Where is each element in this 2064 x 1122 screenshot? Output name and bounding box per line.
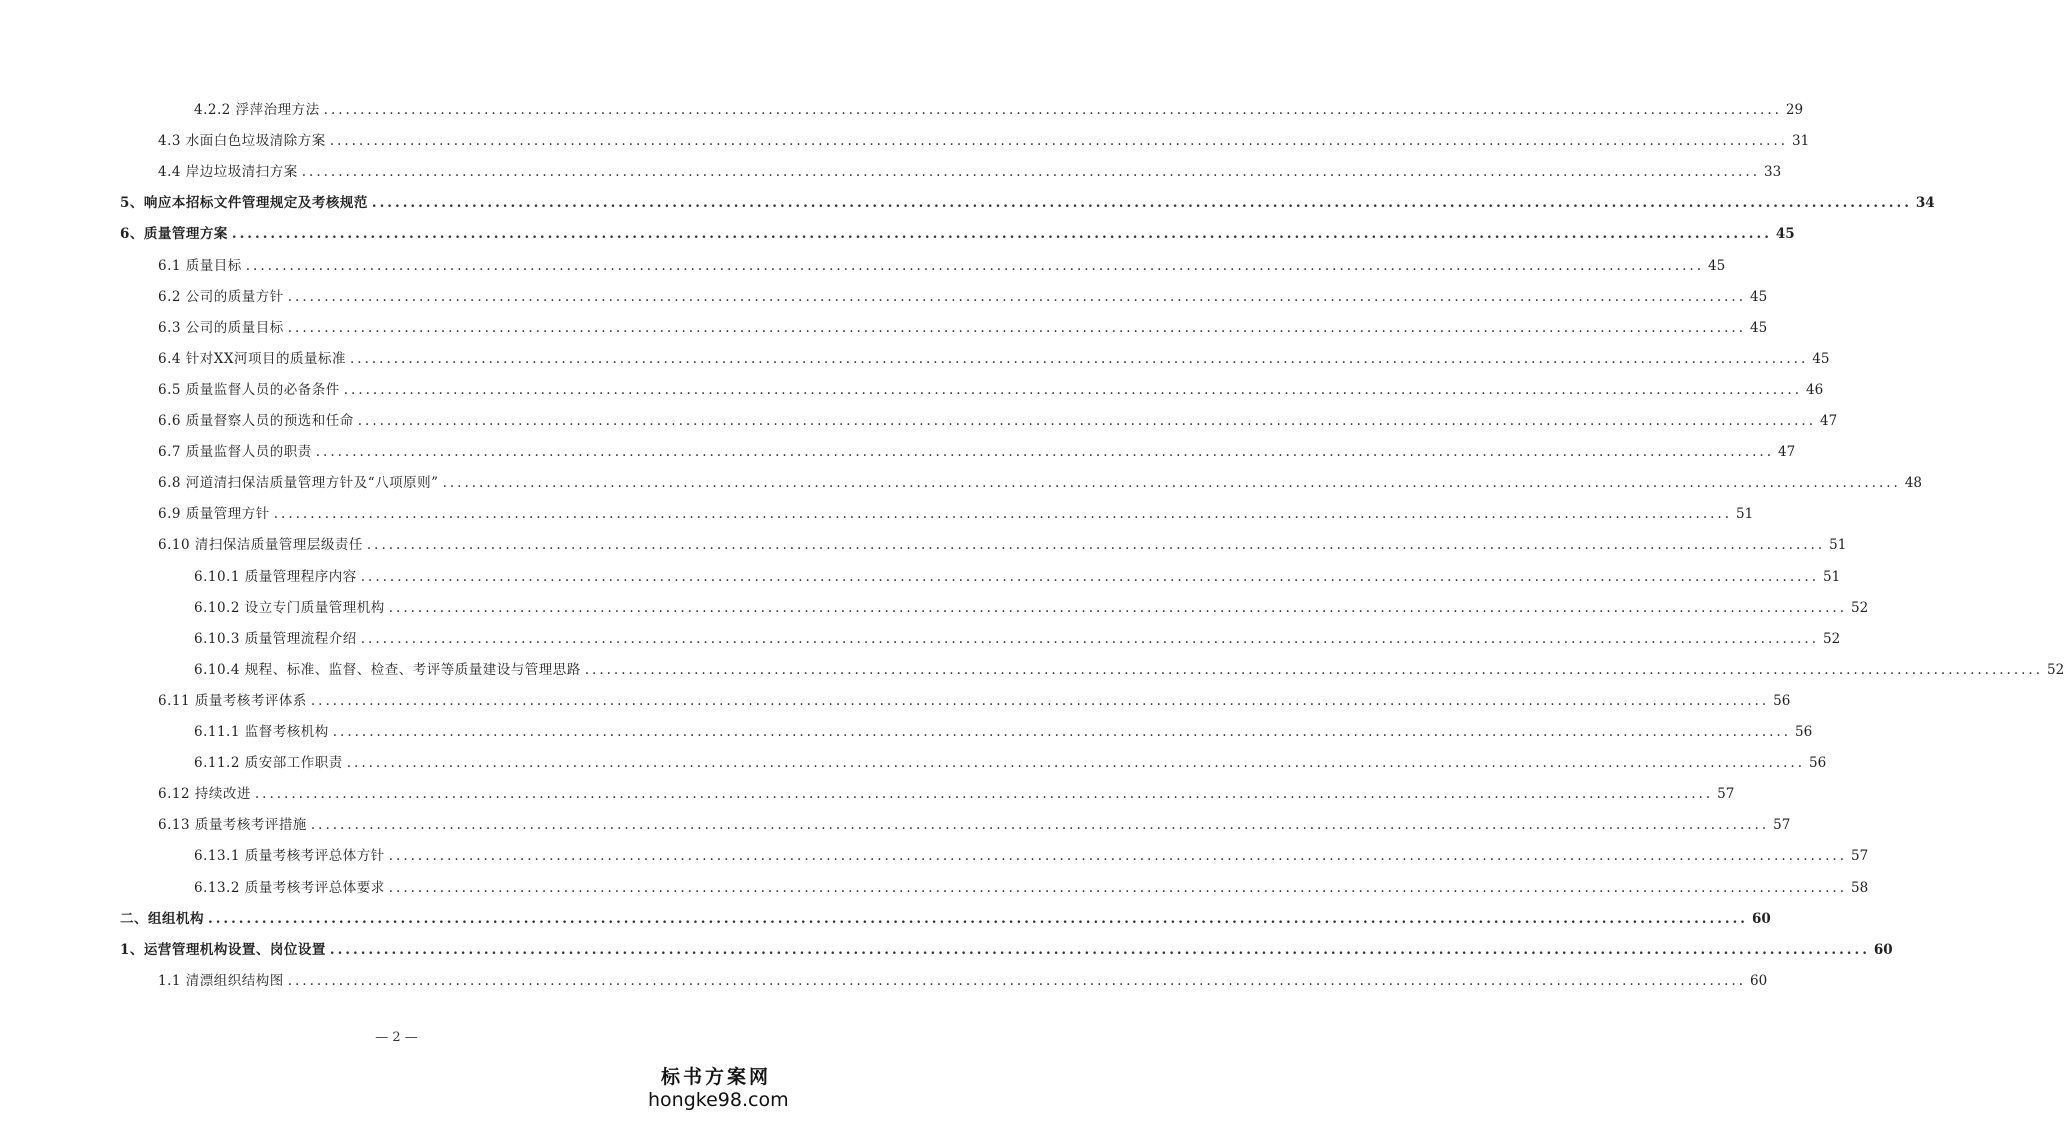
toc-dot-leader: ........................................................................................................................................................................................................ (388, 848, 1847, 864)
toc-dot-leader: ........................................................................................................................................................................................................ (357, 413, 1817, 429)
toc-entry[interactable] (194, 565, 1841, 589)
toc-entry-title: 6.3 公司的质量目标 (158, 320, 284, 336)
toc-dot-leader: ........................................................................................................................................................................................................ (323, 102, 1782, 118)
toc-entry-page: 51 (1736, 506, 1754, 522)
toc-entry-title: 1.1 清漂组织结构图 (158, 973, 284, 989)
toc-entry-page: 31 (1792, 133, 1810, 149)
toc-entry-page: 46 (1806, 382, 1824, 398)
toc-entry-title: 6.10 清扫保洁质量管理层级责任 (158, 537, 363, 553)
toc-entry-title: 6.10.2 设立专门质量管理机构 (194, 600, 385, 616)
toc-entry[interactable] (158, 533, 1847, 557)
toc-dot-leader: ........................................................................................................................................................................................................ (231, 226, 1772, 242)
toc-entry-title: 二、组组机构 (120, 911, 204, 927)
toc-dot-leader: ........................................................................................................................................................................................................ (208, 911, 1748, 927)
toc-entry[interactable] (158, 969, 1768, 993)
toc-dot-leader: ........................................................................................................................................................................................................ (366, 537, 1826, 553)
toc-entry-title: 6.13.2 质量考核考评总体要求 (194, 880, 385, 896)
toc-dot-leader: ........................................................................................................................................................................................................ (371, 195, 1912, 211)
toc-entry[interactable] (158, 409, 1838, 433)
toc-entry-page: 56 (1795, 724, 1813, 740)
toc-entry-page: 45 (1708, 258, 1726, 274)
toc-entry-title: 6.11.2 质安部工作职责 (194, 755, 343, 771)
toc-entry[interactable] (194, 98, 1804, 122)
toc-entry-page: 29 (1785, 102, 1804, 118)
toc-entry[interactable] (194, 658, 2064, 682)
toc-dot-leader: ........................................................................................................................................................................................................ (388, 880, 1847, 896)
toc-entry-page: 58 (1851, 880, 1869, 896)
toc-entry-page: 45 (1812, 351, 1830, 367)
toc-entry[interactable] (120, 938, 1893, 962)
toc-entry-title: 6.13 质量考核考评措施 (158, 817, 307, 833)
toc-dot-leader: ........................................................................................................................................................................................................ (349, 351, 1809, 367)
toc-entry[interactable] (158, 440, 1796, 464)
toc-entry-page: 51 (1823, 569, 1841, 585)
toc-entry[interactable] (158, 689, 1791, 713)
page-number: — 2 — (375, 1030, 418, 1045)
toc-entry-title: 6.11.1 监督考核机构 (194, 724, 329, 740)
toc-entry-title: 6.5 质量监督人员的必备条件 (158, 382, 340, 398)
toc-dot-leader: ........................................................................................................................................................................................................ (584, 662, 2043, 678)
toc-entry-title: 6.13.1 质量考核考评总体方针 (194, 848, 385, 864)
toc-entry[interactable] (194, 720, 1813, 744)
toc-dot-leader: ........................................................................................................................................................................................................ (329, 942, 1870, 958)
toc-dot-leader: ........................................................................................................................................................................................................ (360, 631, 1819, 647)
toc-entry[interactable] (158, 316, 1768, 340)
toc-dot-leader: ........................................................................................................................................................................................................ (388, 600, 1847, 616)
toc-dot-leader: ........................................................................................................................................................................................................ (310, 693, 1770, 709)
toc-dot-leader: ........................................................................................................................................................................................................ (346, 755, 1805, 771)
watermark-name: 标书方案网 (660, 1066, 771, 1088)
toc-dot-leader: ........................................................................................................................................................................................................ (287, 973, 1747, 989)
toc-dot-leader: ........................................................................................................................................................................................................ (301, 164, 1761, 180)
toc-entry-page: 51 (1829, 537, 1847, 553)
toc-entry-title: 6.10.4 规程、标准、监督、检查、考评等质量建设与管理思路 (194, 662, 581, 678)
toc-entry[interactable] (158, 129, 1810, 153)
toc-entry-page: 56 (1809, 755, 1827, 771)
toc-entry-title: 6.7 质量监督人员的职责 (158, 444, 312, 460)
toc-entry-title: 4.4 岸边垃圾清扫方案 (158, 164, 298, 180)
toc-entry-page: 52 (1851, 600, 1869, 616)
toc-entry-title: 4.3 水面白色垃圾清除方案 (158, 133, 326, 149)
toc-entry-title: 6.12 持续改进 (158, 786, 251, 802)
toc-entry-page: 45 (1750, 289, 1768, 305)
toc-entry-title: 6.9 质量管理方针 (158, 506, 270, 522)
toc-entry[interactable] (194, 627, 1841, 651)
toc-entry-page: 48 (1904, 475, 1923, 491)
toc-dot-leader: ........................................................................................................................................................................................................ (287, 320, 1747, 336)
toc-entry-title: 1、运营管理机构设置、岗位设置 (120, 942, 326, 958)
toc-entry-page: 60 (1873, 942, 1893, 958)
toc-entry[interactable] (158, 347, 1830, 371)
toc-dot-leader: ........................................................................................................................................................................................................ (287, 289, 1747, 305)
toc-entry[interactable] (120, 222, 1795, 246)
toc-dot-leader: ........................................................................................................................................................................................................ (273, 506, 1733, 522)
toc-dot-leader: ........................................................................................................................................................................................................ (310, 817, 1770, 833)
toc-entry-title: 6.6 质量督察人员的预选和任命 (158, 413, 354, 429)
toc-entry[interactable] (194, 844, 1869, 868)
toc-entry-page: 52 (1823, 631, 1841, 647)
toc-dot-leader: ........................................................................................................................................................................................................ (245, 258, 1705, 274)
toc-dot-leader: ........................................................................................................................................................................................................ (315, 444, 1775, 460)
watermark-logo (648, 1066, 789, 1112)
toc-entry-title: 4.2.2 浮萍治理方法 (194, 102, 320, 118)
toc-dot-leader: ........................................................................................................................................................................................................ (332, 724, 1791, 740)
toc-entry[interactable] (194, 751, 1827, 775)
toc-entry-page: 34 (1915, 195, 1935, 211)
toc-entry-title: 6.4 针对XX河项目的质量标准 (158, 351, 346, 367)
toc-entry-title: 6、质量管理方案 (120, 226, 228, 242)
toc-entry-title: 6.10.3 质量管理流程介绍 (194, 631, 357, 647)
toc-dot-leader: ........................................................................................................................................................................................................ (343, 382, 1803, 398)
toc-entry[interactable] (158, 813, 1791, 837)
toc-dot-leader: ........................................................................................................................................................................................................ (254, 786, 1714, 802)
toc-entry[interactable] (158, 471, 1923, 495)
toc-dot-leader: ........................................................................................................................................................................................................ (442, 475, 1901, 491)
toc-entry-page: 47 (1820, 413, 1838, 429)
toc-entry-page: 45 (1775, 226, 1795, 242)
toc-entry-page: 52 (2047, 662, 2064, 678)
toc-entry[interactable] (158, 254, 1726, 278)
watermark-url: hongke98.com (648, 1089, 789, 1111)
toc-entry-page: 57 (1717, 786, 1735, 802)
toc-entry[interactable] (158, 160, 1782, 184)
toc-entry-page: 56 (1773, 693, 1791, 709)
toc-dot-leader: ........................................................................................................................................................................................................ (360, 569, 1819, 585)
toc-entry[interactable] (194, 876, 1869, 900)
toc-dot-leader: ........................................................................................................................................................................................................ (329, 133, 1789, 149)
toc-entry[interactable] (120, 907, 1771, 931)
toc-entry-page: 47 (1778, 444, 1796, 460)
toc-entry[interactable] (158, 378, 1824, 402)
toc-entry-page: 60 (1752, 911, 1771, 927)
toc-entry-title: 6.11 质量考核考评体系 (158, 693, 307, 709)
toc-entry-title: 6.1 质量目标 (158, 258, 242, 274)
toc-entry-page: 57 (1851, 848, 1869, 864)
toc-entry-title: 6.10.1 质量管理程序内容 (194, 569, 357, 585)
toc-entry-page: 57 (1773, 817, 1791, 833)
toc-entry[interactable] (158, 782, 1735, 806)
toc-entry-page: 45 (1750, 320, 1768, 336)
toc-entry-title: 6.2 公司的质量方针 (158, 289, 284, 305)
toc-entry-page: 60 (1750, 973, 1768, 989)
toc-entry[interactable] (158, 502, 1754, 526)
toc-entry-page: 33 (1764, 164, 1782, 180)
toc-entry-title: 6.8 河道清扫保洁质量管理方针及“八项原则” (158, 475, 439, 491)
toc-entry-title: 5、响应本招标文件管理规定及考核规范 (120, 195, 368, 211)
toc-entry[interactable] (120, 191, 1935, 215)
toc-entry[interactable] (158, 285, 1768, 309)
toc-entry[interactable] (194, 596, 1869, 620)
